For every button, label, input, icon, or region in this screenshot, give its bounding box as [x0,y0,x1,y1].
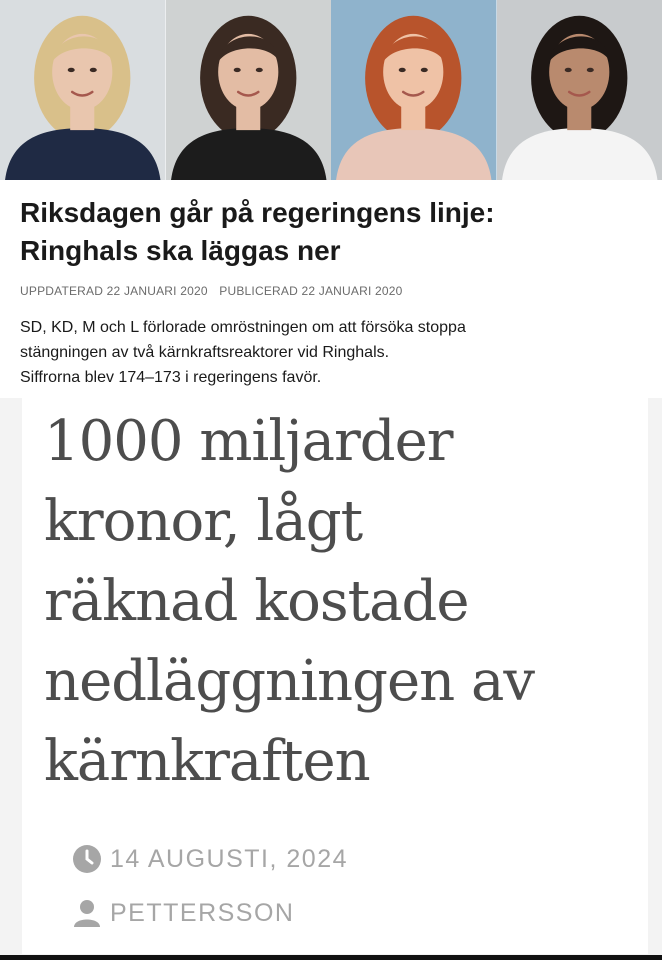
headline-line-1: Riksdagen går på regeringens linje: [20,197,495,228]
photo-strip [0,0,662,180]
big-title-line-3: räknad kostade [44,569,469,634]
article-author[interactable]: PETTERSSON [110,898,295,927]
lead-line-2: stängningen av två kärnkraftsreaktorer vid Ringhals. [20,344,390,361]
lead-line-1: SD, KD, M och L förlorade omröstningen om att försöka stoppa [20,319,466,336]
author-row [72,898,294,928]
big-title[interactable] [44,402,644,802]
article-meta [20,284,403,298]
article-bottom [0,398,662,960]
article-lead [20,315,640,390]
article-date: 14 AUGUSTI, 2024 [110,844,349,873]
big-title-line-4: nedläggningen av [44,649,534,714]
big-title-line-2: kronor, lågt [44,489,363,554]
lead-line-3: Siffrorna blev 174–173 i regeringens favör. [20,369,322,386]
portrait-2 [166,0,332,180]
updated-date: UPPDATERAD 22 JANUARI 2020 [20,284,208,298]
article-headline[interactable] [20,194,650,270]
published-date: PUBLICERAD 22 JANUARI 2020 [219,284,403,298]
headline-line-2: Ringhals ska läggas ner [20,235,341,266]
big-title-line-1: 1000 miljarder [44,409,453,474]
clock-icon [72,844,102,874]
date-row [72,844,348,874]
article-top [0,180,662,398]
portrait-1 [0,0,166,180]
portrait-3 [331,0,497,180]
bottom-border [0,955,662,960]
user-icon [72,898,102,928]
portrait-4 [497,0,662,180]
big-title-line-5: kärnkraften [44,729,370,794]
